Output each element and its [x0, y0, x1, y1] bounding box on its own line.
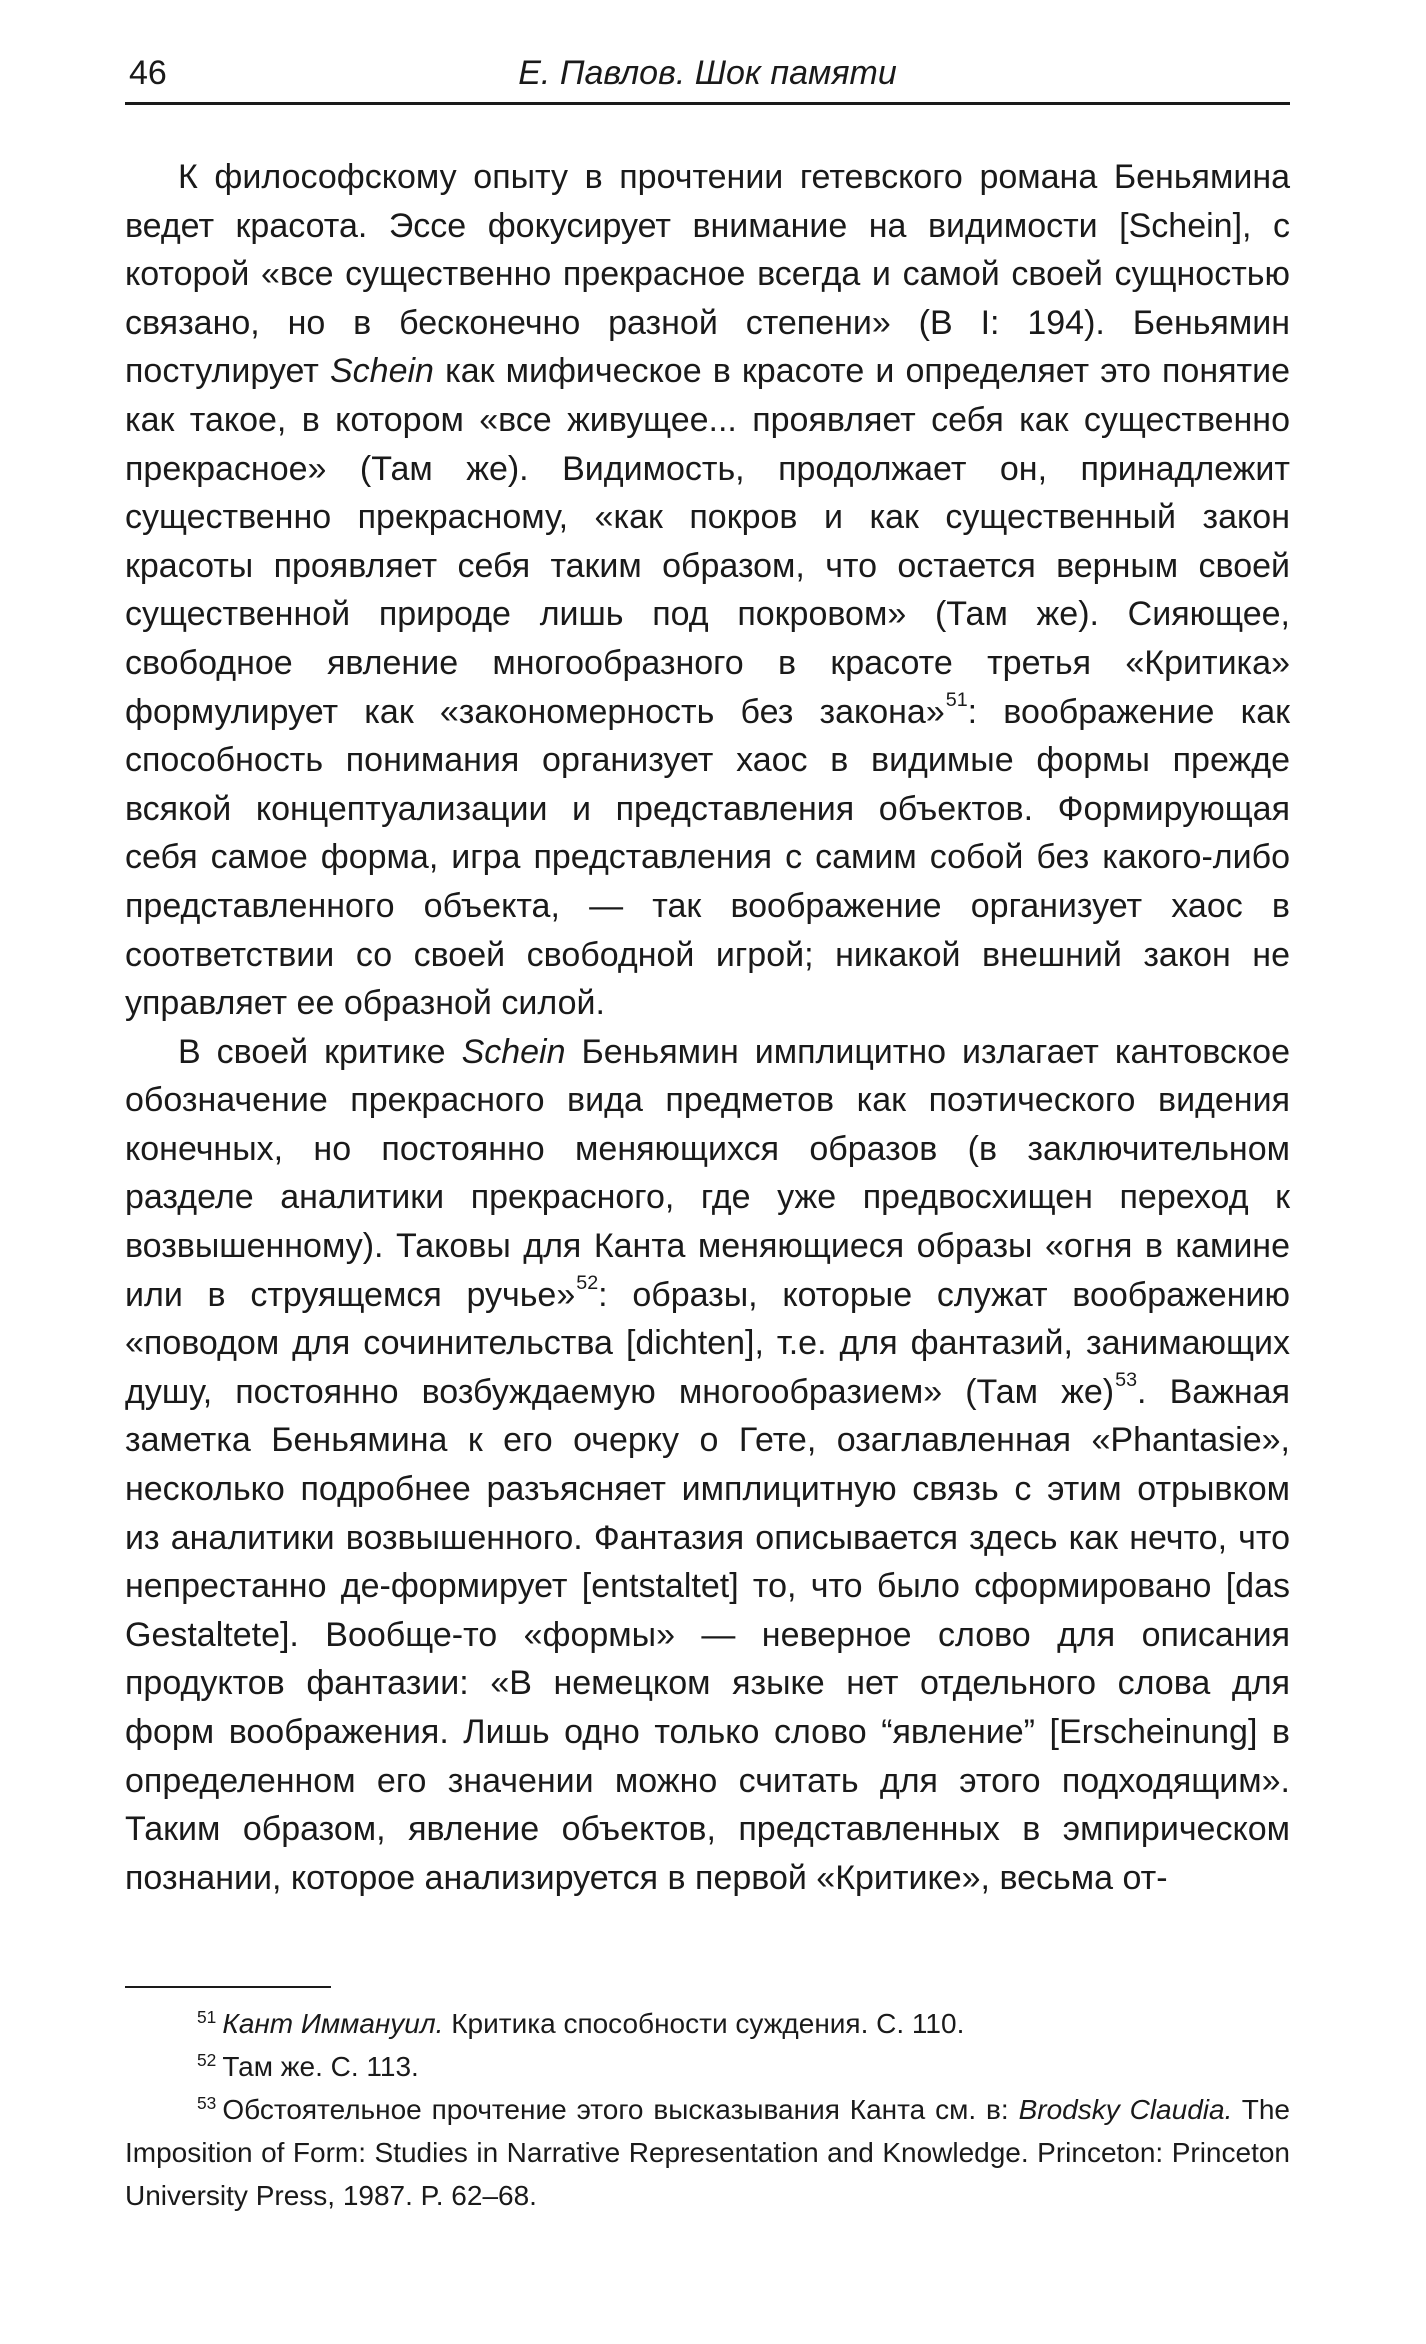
footnote-marker: 53 — [197, 2092, 217, 2113]
text-span: Беньямин имплицитно излагает кантовское обозначение прекрасного вида предметов как поэтического видения конечных, но постоянно меняющихся образов (в заключительном разделе аналитики прекрасного, где уже предвосхищен переход к возвышенному). Таковы для Канта меняющиеся образы «огня в камине или в струящемся ручье» — [125, 1032, 1290, 1314]
text-span: . Важная заметка Беньямина к его очерку о Гете, озаглавленная «Phantasie», несколько подробнее разъясняет имплицитную связь с этим отрывком из аналитики возвышенного. Фантазия описывается здесь как нечто, что непрестанно де-формирует [entstaltet] то, что было сформировано [das Gestaltete]. Вообще-то «формы» — неверное слово для описания продуктов фантазии: «В немецком языке нет отдельного слова для форм воображения. Лишь одно только слово “явление” [Erscheinung] в определенном его значении можно считать для этого подходящим». Таким образом, явление объектов, представленных в эмпирическом познании, которое анализируется в первой «Критике», весьма от- — [125, 1372, 1290, 1897]
book-page — [125, 50, 1290, 2217]
footnote-ref-51[interactable]: 51 — [945, 688, 968, 711]
running-title: Е. Павлов. Шок памяти — [518, 54, 897, 92]
footnote-author: Кант Иммануил. — [222, 2008, 444, 2040]
italic-term: Schein — [329, 352, 434, 391]
footnote-text: The Imposition of Form: Studies in Narrative Representation and Knowledge. Princeton: Princeton University Press, 1987. P. 62–68. — [125, 2094, 1290, 2212]
footnote-52 — [125, 2045, 1290, 2088]
main-text — [125, 153, 1290, 1902]
footnote-51 — [125, 2002, 1290, 2045]
footnote-text: Критика способности суждения. С. 110. — [443, 2008, 965, 2040]
text-span: К философскому опыту в прочтении гетевского романа Беньямина ведет красота. Эссе фокусирует внимание на видимости [Schein], с которой «все существенно прекрасное всегда и самой своей сущностью связано, но в бесконечно разной степени» (В I: 194). Беньямин постулирует — [125, 158, 1290, 391]
footnote-marker: 52 — [197, 2049, 217, 2070]
italic-term: Schein — [461, 1032, 566, 1071]
header-rule — [125, 102, 1290, 105]
text-span: как мифическое в красоте и определяет это понятие как такое, в котором «все живущее... проявляет себя как существенно прекрасное» (Там же). Видимость, продолжает он, принадлежит существенно прекрасному, «как покров и как существенный закон красоты проявляет себя таким образом, что остается верным своей существенной природе лишь под покровом» (Там же). Сияющее, свободное явление многообразного в красоте третья «Критика» формулирует как «закономерность без закона» — [125, 352, 1290, 731]
footnote-53 — [125, 2088, 1290, 2217]
footnote-text: Обстоятельное прочтение этого высказывания Канта см. в: — [222, 2094, 1019, 2126]
paragraph-2 — [125, 1028, 1290, 1903]
footnote-ref-52[interactable]: 52 — [576, 1271, 599, 1294]
footnote-text: Там же. С. 113. — [222, 2051, 419, 2083]
page-number: 46 — [129, 54, 167, 92]
footnote-ref-53[interactable]: 53 — [1115, 1369, 1138, 1392]
paragraph-1 — [125, 153, 1290, 1028]
footnote-separator — [125, 1986, 331, 1988]
text-span: В своей критике — [178, 1032, 462, 1071]
footnote-author: Brodsky Claudia. — [1018, 2094, 1233, 2126]
text-span: : образы, которые служат воображению «поводом для сочинительства [dichten], т.е. для фантазий, занимающих душу, постоянно возбуждаемую многообразием» (Там же) — [125, 1275, 1290, 1411]
footnotes — [125, 2002, 1290, 2217]
running-head — [125, 50, 1290, 96]
text-span: : воображение как способность понимания организует хаос в видимые формы прежде всякой концептуализации и представления объектов. Формирующая себя самое форма, игра представления с самим собой без какого-либо представленного объекта, — так воображение организует хаос в соответствии со своей свободной игрой; никакой внешний закон не управляет ее образной силой. — [125, 692, 1290, 1023]
footnote-marker: 51 — [197, 2006, 217, 2027]
